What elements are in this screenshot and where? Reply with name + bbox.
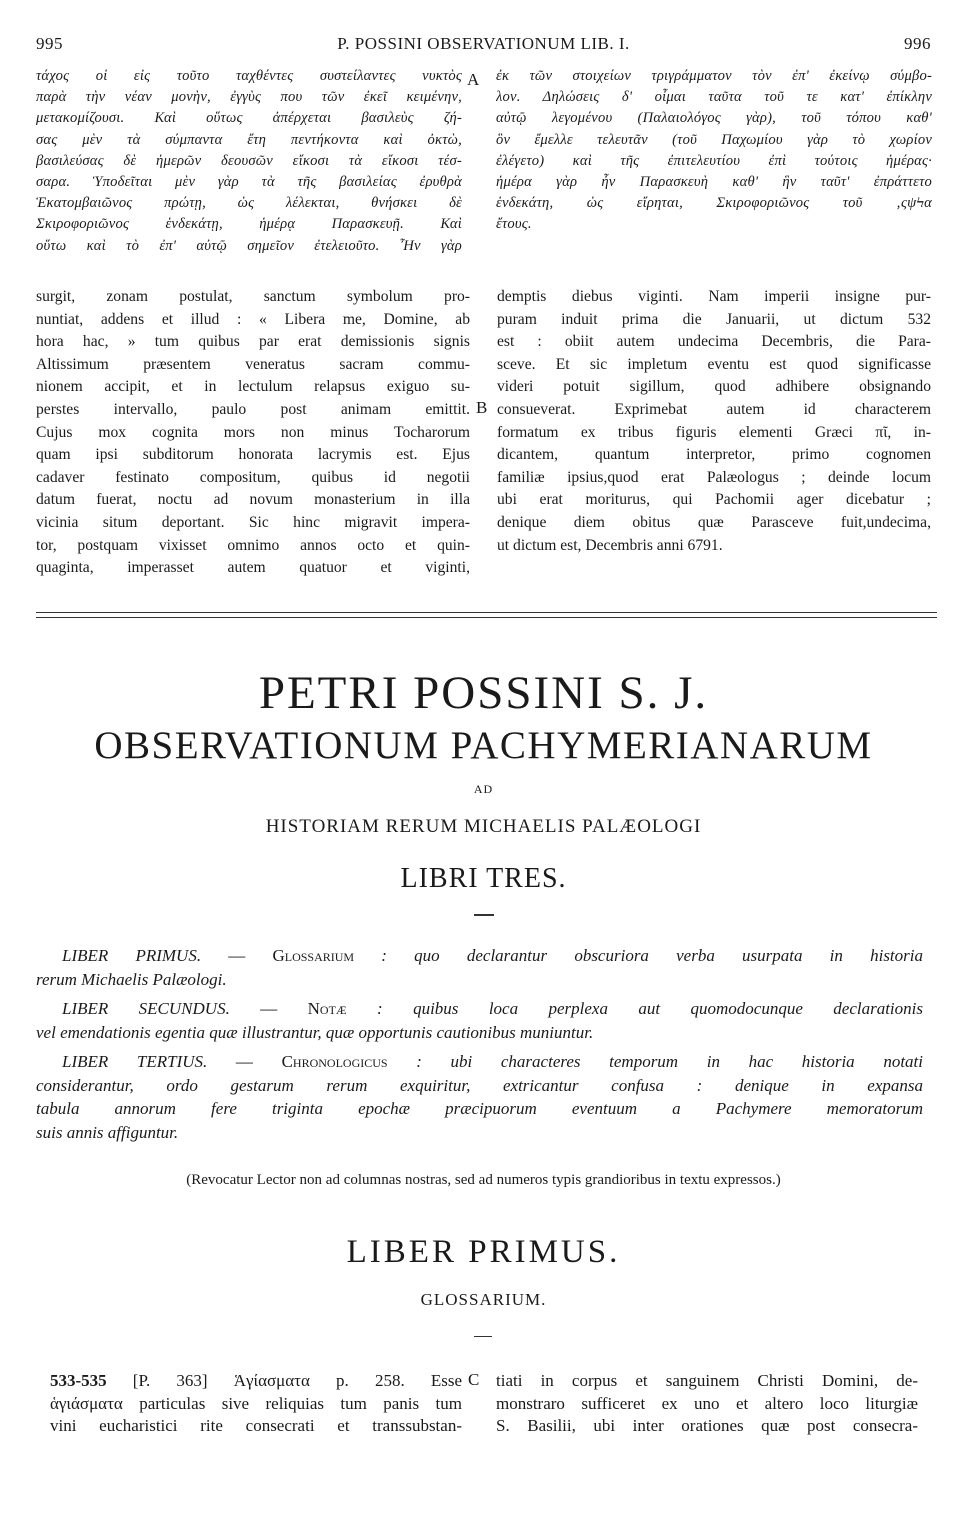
latin-left-line: quam ipsi subditorum honorata lacrymis est. Ejus — [36, 446, 470, 464]
glossary-left-line: ἁγιάσματα particulas sive reliquias tum panis tum — [50, 1393, 462, 1413]
greek-left-line: σας μὲν τὰ σύμπαντα ἔτη πεντήκοντα καὶ ὀκτὼ, — [36, 131, 462, 148]
greek-left-line: Σκιροφοριῶνος ἑνδεκάτῃ, ἡμέρᾳ Παρασκευῇ. Καὶ — [36, 216, 462, 233]
latin-left-line: quaginta, imperasset autem quatuor et viginti, — [36, 559, 470, 577]
latin-left-line: Altissimum præsentem veneratus sacram commu- — [36, 355, 470, 373]
latin-left-line: cadaver festinato compositum, quibus id negotii — [36, 468, 470, 486]
section-heading: LIBER PRIMUS. — [346, 1234, 621, 1270]
greek-left-line: οὕτω καὶ τὸ ἐπ' αὐτῷ σημεῖον ἐτελειοῦτο. Ἦν γὰρ — [36, 237, 462, 254]
entry-text: [P. 363] Ἁγίασματα p. 258. Esse — [106, 1371, 462, 1390]
left-page-number: 995 — [36, 34, 63, 53]
latin-left-line: perstes intervallo, paulo post animam emittit. — [36, 400, 470, 418]
greek-left-line: βασιλεύσας δὲ ἡμερῶν δεουσῶν εἴκοσι τὰ εἴκοσι τέσ- — [36, 152, 462, 169]
glossary-left-line: vini eucharistici rite consecrati et transsubstan- — [50, 1416, 462, 1436]
latin-right-line: denique diem obitus quæ Parasceve fuit,undecima, — [497, 513, 931, 531]
latin-right-line: demptis diebus viginti. Nam imperii insigne pur- — [497, 288, 931, 305]
greek-right-line: ἐκ τῶν στοιχείων τριγράμματον τὸν ἐπ' ἐκείνῳ σύμβο- — [496, 68, 932, 84]
title-libri-tres: LIBRI TRES. — [400, 863, 567, 894]
entry-number: 533-535 — [50, 1371, 107, 1390]
latin-right-line: videri potuit sigillum, quod adhibere obsignando — [497, 378, 931, 396]
latin-left-line: hora hac, » tum quibus par erat demissionis signis — [36, 333, 470, 351]
glossary-right-line: tiati in corpus et sanguinem Christi Domini, de- — [496, 1371, 918, 1390]
greek-left-line: Ἑκατομβαιῶνος πρώτῃ, ὡς λέλεκται, θνήσκει δὲ — [36, 195, 462, 212]
latin-right-line: ut dictum est, Decembris anni 6791. — [497, 536, 723, 554]
book-entry-line: suis annis affiguntur. — [36, 1122, 179, 1142]
latin-left-line: surgit, zonam postulat, sanctum symbolum pro- — [36, 288, 470, 305]
book-label: LIBER TERTIUS. — [62, 1052, 208, 1071]
greek-left-line: μετακομίζουσι. Καὶ οὕτως ἀπέρχεται βασιλεὺς ζή- — [36, 110, 462, 127]
right-page-number: 996 — [904, 34, 931, 53]
latin-left-line: tor, postquam vixisset omnimo annos octo et quin- — [36, 536, 470, 554]
book-entry-line — [62, 1050, 923, 1074]
book-entry-line — [62, 944, 923, 968]
title-author: PETRI POSSINI S. J. — [258, 667, 709, 719]
glossary-left-column — [50, 1370, 462, 1438]
book-description: : quo declarantur obscuriora verba usurpata in historia — [354, 946, 923, 965]
title-dash — [474, 914, 494, 916]
book-label: LIBER PRIMUS. — [62, 946, 202, 965]
latin-right-line: puram induit prima die Januarii, ut dictum 532 — [497, 310, 931, 328]
book-kind: Notæ — [307, 999, 347, 1018]
latin-left-line: vicinia situm deportant. Sic hinc migravit impera- — [36, 513, 470, 531]
book-entry-line — [62, 997, 923, 1021]
margin-mark-c: C — [468, 1370, 480, 1389]
latin-right-line: familiæ ipsius,quod erat Palæologus ; deinde locum — [497, 468, 931, 486]
latin-right-line: dicantem, quantum interpretor, primo cognomen — [497, 446, 931, 464]
section-divider-top — [36, 612, 937, 613]
title-subject: HISTORIAM RERUM MICHAELIS PALÆOLOGI — [265, 816, 702, 837]
greek-right-line: ὃν ἔμελλε τελευτᾶν (τοῦ Παχωμίου γὰρ τὸ χωρίον — [496, 131, 932, 148]
latin-right-line: consueverat. Exprimebat autem id characterem — [497, 400, 931, 418]
greek-right-line: αὐτῷ λεγομένου (Παλαιολόγος γὰρ), τοῦ τόπου καθ' — [496, 110, 932, 127]
glossary-right-line: S. Basilii, ubi inter orationes quæ post consecra- — [496, 1416, 918, 1436]
book-kind: Glossarium — [272, 946, 355, 965]
latin-right-column — [497, 286, 931, 557]
latin-right-line: formatum ex tribus figuris elementi Græci πῖ, in- — [497, 423, 931, 441]
latin-left-line: datum fuerat, noctu ad novum monasterium in illa — [36, 491, 470, 509]
book-description: : quibus loca perplexa aut quomodocunque declarationis — [346, 999, 923, 1018]
glossary-right-line: monstraro sufficeret ex uno et altero loco liturgiæ — [496, 1393, 918, 1413]
section-divider-bottom — [36, 617, 937, 618]
greek-left-line: σαρα. Ὑποδεῖται μὲν γὰρ τὰ τῆς βασιλείας ἐρυθρὰ — [36, 174, 462, 191]
greek-right-line: ἑνδεκάτη, ὡς εἴρηται, Σκιροφοριῶνος τοῦ ‚ςψϞα — [496, 195, 932, 212]
latin-right-line: ubi erat moriturus, qui Pachomii ager dicebatur ; — [497, 491, 931, 509]
running-header — [36, 34, 931, 56]
greek-right-line: ἡμέρα γὰρ ἦν Παρασκευὴ καθ' ἣν ταῦτ' ἐπράττετο — [496, 174, 932, 191]
latin-right-line: est : obiit autem undecima Decembris, die Para- — [497, 333, 931, 351]
greek-left-line: τάχος οἱ εἰς τοῦτο ταχθέντες συστείλαντες νυκτὸς — [36, 68, 462, 84]
title-ad: AD — [473, 782, 494, 796]
latin-left-line: nuntiat, addens et illud : « Libera me, Domine, ab — [36, 310, 470, 328]
book-entry-line: considerantur, ordo gestarum rerum exquiritur, extricantur confusa : denique in expansa — [36, 1075, 923, 1095]
greek-right-line: λον. Δηλώσεις δ' οἶμαι ταῦτα τοῦ τε κατ' ἐπίκλην — [496, 89, 932, 106]
section-subheading: GLOSSARIUM. — [420, 1290, 547, 1309]
greek-left-column — [36, 66, 462, 257]
book-entry-line: tabula annorum fere triginta epochæ præcipuorum eventuum a Pachymere memoratorum — [36, 1099, 923, 1118]
margin-mark-a: A — [467, 70, 480, 89]
book-descriptions — [36, 944, 923, 1144]
latin-left-line: Cujus mox cognita mors non minus Tocharorum — [36, 423, 470, 441]
greek-right-column — [496, 66, 932, 236]
margin-mark-b: B — [476, 398, 488, 417]
running-title: P. POSSINI OBSERVATIONUM LIB. I. — [337, 34, 630, 53]
book-entry-line: rerum Michaelis Palæologi. — [36, 969, 227, 989]
book-entry-line: vel emendationis egentia quæ illustrantur, quæ opportunis cautionibus muniuntur. — [36, 1022, 594, 1042]
book-label: LIBER SECUNDUS. — [62, 999, 230, 1018]
glossary-right-column — [496, 1370, 918, 1438]
latin-left-line: nionem accipit, et in lectulum relapsus exiguo su- — [36, 378, 470, 396]
latin-left-column — [36, 286, 470, 580]
book-separator: — — [201, 946, 273, 965]
book-separator: — — [207, 1052, 282, 1071]
greek-left-line: παρὰ τὴν νέαν μονὴν, ἐγγὺς που τῶν ἐκεῖ κειμένην, — [36, 89, 462, 106]
reader-note: (Revocatur Lector non ad columnas nostras, sed ad numeros typis grandioribus in textu expressos.) — [186, 1172, 781, 1188]
greek-right-line: ἐλέγετο) καὶ τῆς ἐπιτελευτίου ἐπὶ τούτοις ἡμέρας· — [496, 152, 932, 169]
glossary-entry-first-line — [50, 1370, 462, 1393]
book-separator: — — [229, 999, 308, 1018]
section-dash — [474, 1336, 492, 1337]
latin-right-line: sceve. Et sic impletum eventu est quod significasse — [497, 355, 931, 373]
greek-right-line: ἔτους. — [496, 216, 532, 233]
title-work: OBSERVATIONUM PACHYMERIANARUM — [94, 724, 873, 767]
book-description: : ubi characteres temporum in hac historia notati — [387, 1052, 923, 1071]
book-kind: Chronologicus — [281, 1052, 388, 1071]
